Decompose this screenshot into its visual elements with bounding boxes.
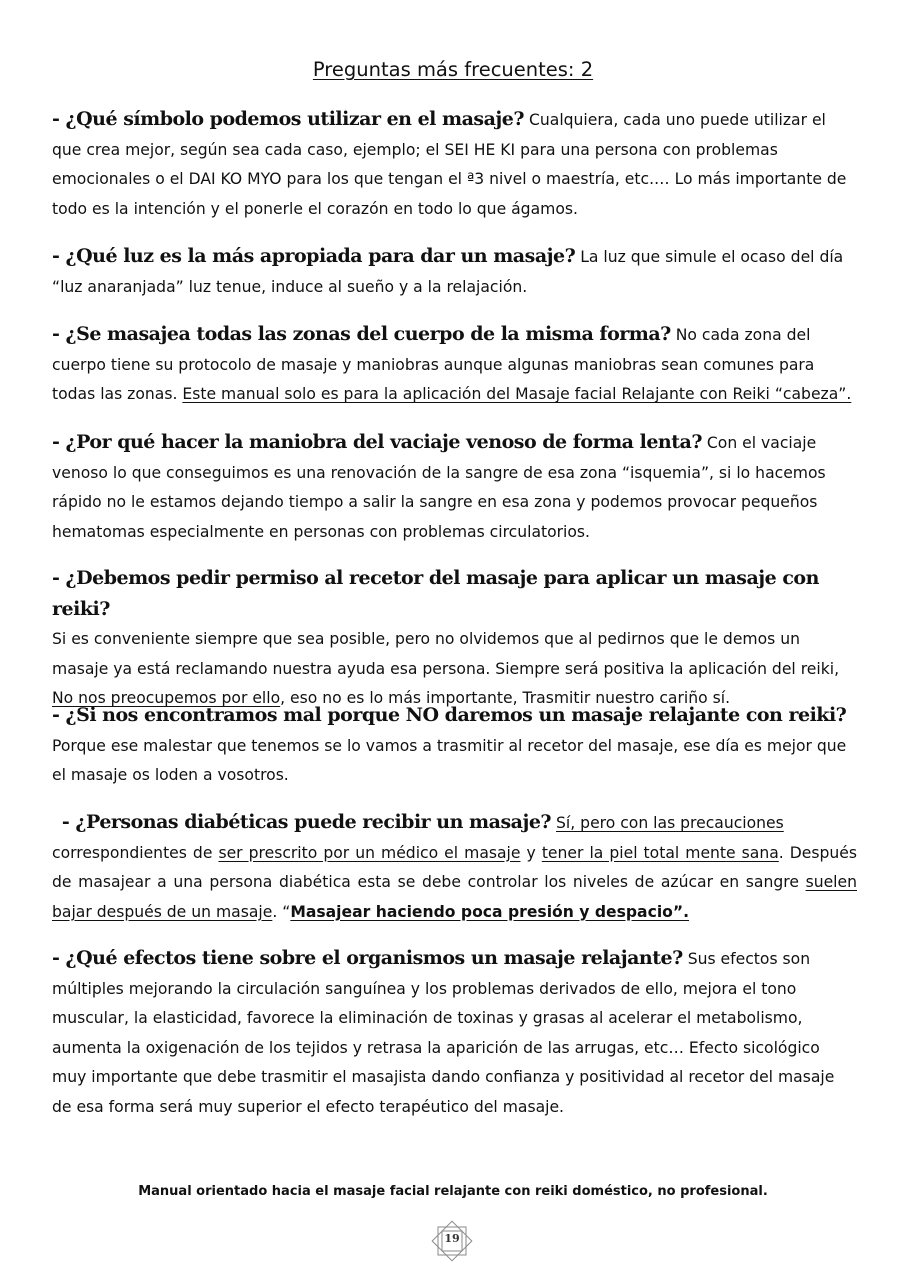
faq-question: - ¿Debemos pedir permiso al recetor del masaje para aplicar un masaje con reiki? — [52, 567, 819, 620]
faq-item-diabetics — [52, 808, 857, 927]
page-number: 19 — [444, 1232, 460, 1245]
faq-question: - ¿Qué luz es la más apropiada para dar un masaje? — [52, 245, 576, 267]
faq-answer: Con el vaciaje venoso lo que conseguimos es una renovación de la sangre de esa zona “isquemia”, si lo hacemos rápido no le estamos dejando tiempo a salir la sangre en esa zona y podemos provocar pequeños hematomas especialmente en personas con problemas circulatorios. — [52, 434, 826, 541]
faq-answer-emphasis: Masajear haciendo poca presión y despacio”. — [290, 902, 690, 921]
page-footer: Manual orientado hacia el masaje facial relajante con reiki doméstico, no profesional. — [138, 1184, 768, 1199]
page-title: Preguntas más frecuentes: 2 — [312, 58, 594, 81]
faq-item-feeling-bad — [52, 701, 857, 791]
faq-answer: No cada zona del cuerpo tiene su protocolo de masaje y maniobras aunque algunas maniobras sean comunes para todas las zonas. — [52, 326, 815, 403]
faq-answer: Porque ese malestar que tenemos se lo vamos a trasmitir al recetor del masaje, ese día es mejor que el masaje os loden a vosotros. — [52, 736, 847, 784]
faq-item-effects — [52, 944, 857, 1122]
faq-item-light — [52, 242, 857, 302]
faq-answer-underlined: Sí, pero con las precauciones — [556, 814, 784, 832]
faq-answer-underlined: No nos preocupemos por ello — [52, 689, 281, 707]
faq-item-body-zones — [52, 320, 857, 410]
faq-question: - ¿Personas diabéticas puede recibir un masaje? — [61, 811, 552, 833]
faq-answer-end: , eso no es lo más importante, Trasmitir nuestro cariño sí. — [280, 689, 731, 707]
faq-answer: . “ — [272, 902, 291, 921]
faq-item-permission — [52, 564, 857, 714]
faq-answer-underlined: tener la piel total mente sana — [541, 843, 779, 862]
faq-question: - ¿Se masajea todas las zonas del cuerpo de la misma forma? — [52, 323, 671, 345]
faq-answer: correspondientes de — [52, 843, 219, 862]
faq-answer: La luz que simule el ocaso del día “luz anaranjada” luz tenue, induce al sueño y a la relajación. — [52, 248, 844, 296]
faq-question: - ¿Qué efectos tiene sobre el organismos un masaje relajante? — [52, 947, 683, 969]
faq-answer: Sus efectos son múltiples mejorando la circulación sanguínea y los problemas derivados de ello, mejora el tono muscular, la elasticidad, favorece la eliminación de toxinas y grasas al acelerar el metabolismo, aumenta la oxigenación de los tejidos y retrasa la aparición de las arrugas, etc… Efecto sicológico muy importante que debe trasmitir el masajista dando confianza y positividad al recetor del masaje de esa forma será muy superior el efecto terapéutico del masaje. — [52, 950, 835, 1116]
faq-answer: Cualquiera, cada uno puede utilizar el que crea mejor, según sea cada caso, ejemplo; el SEI HE KI para una persona con problemas emocionales o el DAI KO MYO para los que tengan el ª3 nivel o maestría, etc.… Lo más importante de todo es la intención y el ponerle el corazón en todo lo que ágamos. — [52, 111, 847, 218]
faq-answer-underlined: suelen bajar después de un masaje — [52, 873, 857, 921]
page-number-badge — [428, 1217, 476, 1265]
faq-item-venous-drain — [52, 428, 857, 547]
faq-answer: y — [520, 843, 542, 862]
faq-answer-underlined: ser prescrito por un médico el masaje — [218, 843, 521, 862]
faq-answer: . Después de masajear a una persona diabética esta se debe controlar los niveles de azúcar en sangre — [52, 843, 857, 891]
faq-question: - ¿Qué símbolo podemos utilizar en el masaje? — [52, 108, 525, 130]
faq-question: - ¿Por qué hacer la maniobra del vaciaje venoso de forma lenta? — [52, 431, 702, 453]
faq-item-symbol — [52, 105, 857, 224]
faq-answer: Si es conveniente siempre que sea posible, pero no olvidemos que al pedirnos que le demos un masaje ya está reclamando nuestra ayuda esa persona. Siempre será positiva la aplicación del reiki, — [52, 630, 840, 678]
faq-question: - ¿Si nos encontramos mal porque NO daremos un masaje relajante con reiki? — [52, 704, 847, 726]
faq-answer-underlined: Este manual solo es para la aplicación del Masaje facial Relajante con Reiki “cabeza”. — [182, 385, 852, 403]
